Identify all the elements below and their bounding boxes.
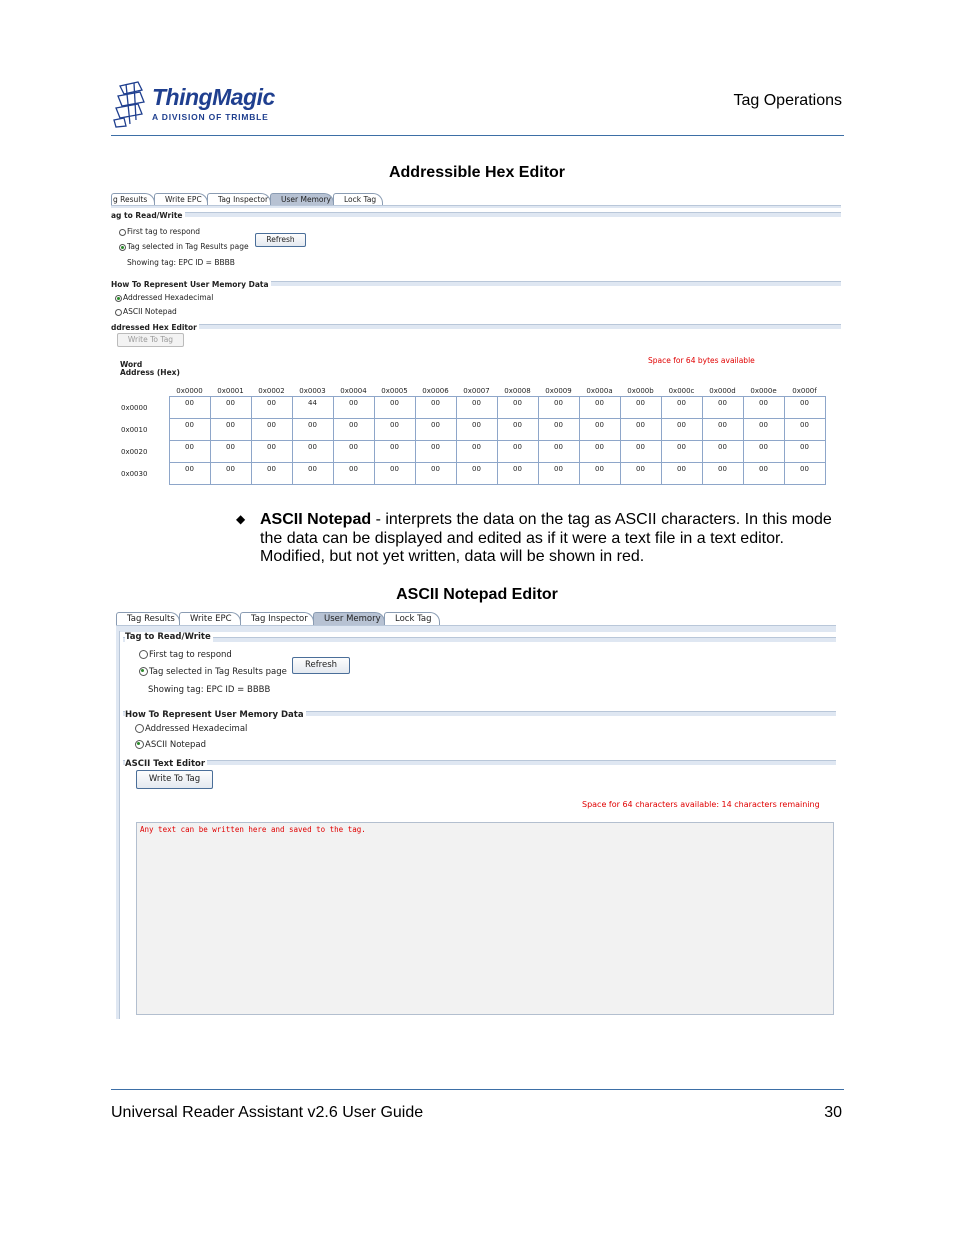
- hex-row-address: 0x0010: [121, 425, 148, 434]
- radio-ascii[interactable]: [115, 307, 177, 316]
- section-title-repr: How To Represent User Memory Data: [125, 710, 304, 720]
- hex-cell[interactable]: 00: [784, 463, 825, 485]
- hex-cell[interactable]: 00: [497, 397, 538, 419]
- hex-cell[interactable]: 00: [579, 441, 620, 463]
- showing-tag-text: Showing tag: EPC ID = BBBB: [148, 685, 271, 695]
- hex-row-address: 0x0020: [121, 447, 148, 456]
- hex-cell[interactable]: 00: [210, 463, 251, 485]
- hex-cell[interactable]: 00: [169, 419, 210, 441]
- showing-tag-text: Showing tag: EPC ID = BBBB: [127, 258, 235, 267]
- radio-selected-label: Tag selected in Tag Results page: [149, 667, 287, 677]
- logo-wordmark: ThingMagic: [152, 84, 275, 110]
- section-bar-editor: [111, 324, 841, 329]
- section-title-editor: ddressed Hex Editor: [111, 323, 197, 332]
- thingmagic-logo-icon: [112, 80, 152, 128]
- hex-cell[interactable]: 00: [374, 463, 415, 485]
- hex-cell[interactable]: 00: [784, 441, 825, 463]
- bullet-icon: ◆: [236, 512, 246, 526]
- hex-column-header: 0x0003: [299, 387, 326, 395]
- hex-row: [119, 419, 825, 441]
- write-to-tag-button[interactable]: Write To Tag: [136, 770, 213, 789]
- hex-cell[interactable]: 00: [784, 419, 825, 441]
- hex-cell[interactable]: 00: [333, 463, 374, 485]
- hex-cell[interactable]: 00: [743, 463, 784, 485]
- section-title-repr: How To Represent User Memory Data: [111, 280, 269, 289]
- hex-cell[interactable]: 00: [702, 463, 743, 485]
- tab-user-memory[interactable]: User Memory: [313, 612, 385, 625]
- bullet-text: - interprets the data on the tag as ASCII characters. In this mode the data can be displayed and edited as if it were a text file in a text editor. Modified, but not yet written, data will be shown in red.: [260, 511, 832, 565]
- hex-cell[interactable]: 00: [292, 463, 333, 485]
- tab-write-epc[interactable]: Write EPC: [154, 193, 208, 205]
- hex-cell[interactable]: 00: [579, 463, 620, 485]
- tab-write-epc[interactable]: Write EPC: [179, 612, 241, 625]
- hex-column-header: 0x0006: [422, 387, 449, 395]
- radio-off-icon: [119, 229, 126, 236]
- hex-cell[interactable]: 00: [579, 397, 620, 419]
- hex-cell[interactable]: 00: [579, 419, 620, 441]
- hex-cell[interactable]: 00: [374, 419, 415, 441]
- header-rule: [111, 135, 844, 136]
- hex-row: [119, 397, 825, 419]
- radio-first-tag[interactable]: [139, 650, 232, 660]
- hex-column-header: 0x0007: [463, 387, 490, 395]
- radio-ascii-label: ASCII Notepad: [145, 740, 206, 750]
- hex-cell[interactable]: 00: [169, 463, 210, 485]
- bullet-paragraph: [260, 511, 840, 567]
- radio-selected-tag[interactable]: [139, 667, 287, 677]
- hex-cell[interactable]: 00: [456, 441, 497, 463]
- hex-row: [119, 441, 825, 463]
- hex-cell[interactable]: 00: [702, 419, 743, 441]
- hex-column-header: 0x000f: [792, 387, 817, 395]
- hex-cell[interactable]: 00: [497, 419, 538, 441]
- hex-column-header: 0x000d: [709, 387, 736, 395]
- section-bar-tag: [123, 637, 836, 642]
- space-available-note: Space for 64 bytes available: [648, 356, 755, 365]
- ascii-text-content: Any text can be written here and saved to the tag.: [140, 825, 366, 834]
- radio-hex-label: Addressed Hexadecimal: [123, 293, 214, 302]
- hex-cell[interactable]: 00: [415, 419, 456, 441]
- hex-cell[interactable]: 00: [743, 419, 784, 441]
- hex-cell[interactable]: 00: [415, 397, 456, 419]
- figure1-caption: Addressible Hex Editor: [388, 164, 566, 181]
- hex-cell[interactable]: 00: [620, 441, 661, 463]
- hex-column-header: 0x000a: [586, 387, 613, 395]
- hex-cell[interactable]: 00: [333, 441, 374, 463]
- tab-tag-inspector[interactable]: Tag Inspector: [207, 193, 271, 205]
- radio-on-icon: [119, 244, 126, 251]
- hex-cell[interactable]: 00: [661, 397, 702, 419]
- section-title-tag: Tag to Read/Write: [125, 632, 211, 642]
- hex-column-header: 0x0001: [217, 387, 244, 395]
- tab-tag-results[interactable]: g Results: [111, 193, 155, 205]
- section-title: Tag Operations: [733, 92, 842, 109]
- hex-column-header: 0x0005: [381, 387, 408, 395]
- radio-ascii[interactable]: [135, 740, 206, 750]
- hex-column-header: 0x0002: [258, 387, 285, 395]
- hex-column-header: 0x0008: [504, 387, 531, 395]
- hex-cell[interactable]: 00: [620, 419, 661, 441]
- hex-cell[interactable]: 00: [743, 397, 784, 419]
- hex-cell[interactable]: 00: [456, 463, 497, 485]
- hex-cell[interactable]: 00: [251, 419, 292, 441]
- hex-cell[interactable]: 00: [210, 419, 251, 441]
- bullet-term: ASCII Notepad: [260, 511, 372, 528]
- radio-off-icon: [139, 650, 148, 659]
- section-bar-tag: [111, 212, 841, 217]
- space-available-note: Space for 64 characters available: 14 characters remaining: [582, 800, 820, 809]
- hex-cell[interactable]: 00: [415, 441, 456, 463]
- hex-column-header: 0x000c: [668, 387, 695, 395]
- radio-first-tag[interactable]: [119, 227, 200, 236]
- hex-cell[interactable]: 00: [292, 441, 333, 463]
- hex-cell[interactable]: 00: [743, 441, 784, 463]
- ascii-text-area[interactable]: [136, 822, 834, 1015]
- hex-cell[interactable]: 00: [702, 441, 743, 463]
- radio-ascii-label: ASCII Notepad: [123, 307, 177, 316]
- hex-cell[interactable]: 00: [538, 397, 579, 419]
- hex-cell[interactable]: 00: [497, 463, 538, 485]
- radio-off-icon: [135, 724, 144, 733]
- tab-bar: [116, 611, 439, 625]
- radio-hex-label: Addressed Hexadecimal: [145, 724, 248, 734]
- hex-header-row: [119, 380, 825, 397]
- hex-cell[interactable]: 00: [210, 441, 251, 463]
- hex-cell[interactable]: 00: [292, 419, 333, 441]
- hex-cell[interactable]: 00: [374, 397, 415, 419]
- hex-cell[interactable]: 00: [497, 441, 538, 463]
- radio-off-icon: [115, 309, 122, 316]
- hex-column-header: 0x000b: [627, 387, 654, 395]
- refresh-button[interactable]: Refresh: [292, 657, 350, 674]
- refresh-button[interactable]: Refresh: [255, 233, 306, 247]
- section-title-editor: ASCII Text Editor: [125, 759, 206, 769]
- radio-on-icon: [115, 295, 122, 302]
- hex-row-address: 0x0000: [121, 403, 148, 412]
- hex-cell[interactable]: 00: [538, 419, 579, 441]
- panel-left-border: [116, 631, 120, 1019]
- hex-editor-screenshot: [111, 190, 841, 480]
- section-title-tag: ag to Read/Write: [111, 211, 183, 220]
- ascii-editor-screenshot: [111, 609, 836, 1019]
- radio-on-icon: [135, 740, 144, 749]
- hex-cell[interactable]: 44: [292, 397, 333, 419]
- tab-lock-tag[interactable]: Lock Tag: [333, 193, 383, 205]
- figure2-caption: ASCII Notepad Editor: [396, 586, 558, 603]
- hex-cell[interactable]: 00: [456, 397, 497, 419]
- radio-selected-label: Tag selected in Tag Results page: [127, 242, 249, 251]
- radio-hex[interactable]: [115, 293, 213, 302]
- hex-cell[interactable]: 00: [538, 441, 579, 463]
- radio-first-label: First tag to respond: [127, 227, 201, 236]
- section-bar-editor: [123, 760, 836, 765]
- radio-selected-tag[interactable]: [119, 242, 249, 251]
- hex-corner: [119, 380, 169, 397]
- hex-cell[interactable]: 00: [415, 463, 456, 485]
- word-label: Word: [120, 360, 143, 369]
- tab-lock-tag[interactable]: Lock Tag: [384, 612, 440, 625]
- tab-user-memory[interactable]: User Memory: [270, 193, 334, 205]
- tab-bar: [111, 192, 382, 205]
- radio-on-icon: [139, 667, 148, 676]
- hex-cell[interactable]: 00: [661, 419, 702, 441]
- hex-cell[interactable]: 00: [661, 441, 702, 463]
- hex-cell[interactable]: 00: [374, 441, 415, 463]
- tab-underline: [116, 625, 836, 632]
- hex-cell[interactable]: 00: [169, 441, 210, 463]
- hex-cell[interactable]: 00: [210, 397, 251, 419]
- hex-row: [119, 463, 825, 485]
- hex-cell[interactable]: 00: [620, 463, 661, 485]
- address-label: Address (Hex): [120, 368, 180, 377]
- page-number: 30: [824, 1104, 842, 1121]
- tab-tag-results[interactable]: Tag Results: [116, 612, 180, 625]
- hex-cell[interactable]: 00: [702, 397, 743, 419]
- hex-cell[interactable]: 00: [333, 397, 374, 419]
- hex-cell[interactable]: 00: [538, 463, 579, 485]
- tab-underline: [111, 205, 841, 208]
- hex-table: [119, 380, 826, 485]
- hex-cell[interactable]: 00: [169, 397, 210, 419]
- hex-cell[interactable]: 00: [333, 419, 374, 441]
- hex-column-header: 0x0009: [545, 387, 572, 395]
- hex-row-address: 0x0030: [121, 469, 148, 478]
- hex-cell[interactable]: 00: [620, 397, 661, 419]
- tab-tag-inspector[interactable]: Tag Inspector: [240, 612, 314, 625]
- radio-hex[interactable]: [135, 724, 247, 734]
- logo-tagline: A DIVISION OF TRIMBLE: [152, 112, 269, 122]
- write-to-tag-button[interactable]: Write To Tag: [117, 333, 184, 347]
- hex-cell[interactable]: 00: [661, 463, 702, 485]
- hex-column-header: 0x0004: [340, 387, 367, 395]
- hex-column-header: 0x0000: [176, 387, 203, 395]
- hex-cell[interactable]: 00: [251, 397, 292, 419]
- hex-cell[interactable]: 00: [784, 397, 825, 419]
- hex-cell[interactable]: 00: [251, 463, 292, 485]
- footer-rule: [111, 1089, 844, 1090]
- hex-cell[interactable]: 00: [251, 441, 292, 463]
- hex-cell[interactable]: 00: [456, 419, 497, 441]
- radio-first-label: First tag to respond: [149, 650, 232, 660]
- hex-column-header: 0x000e: [750, 387, 777, 395]
- footer-title: Universal Reader Assistant v2.6 User Guide: [111, 1104, 424, 1121]
